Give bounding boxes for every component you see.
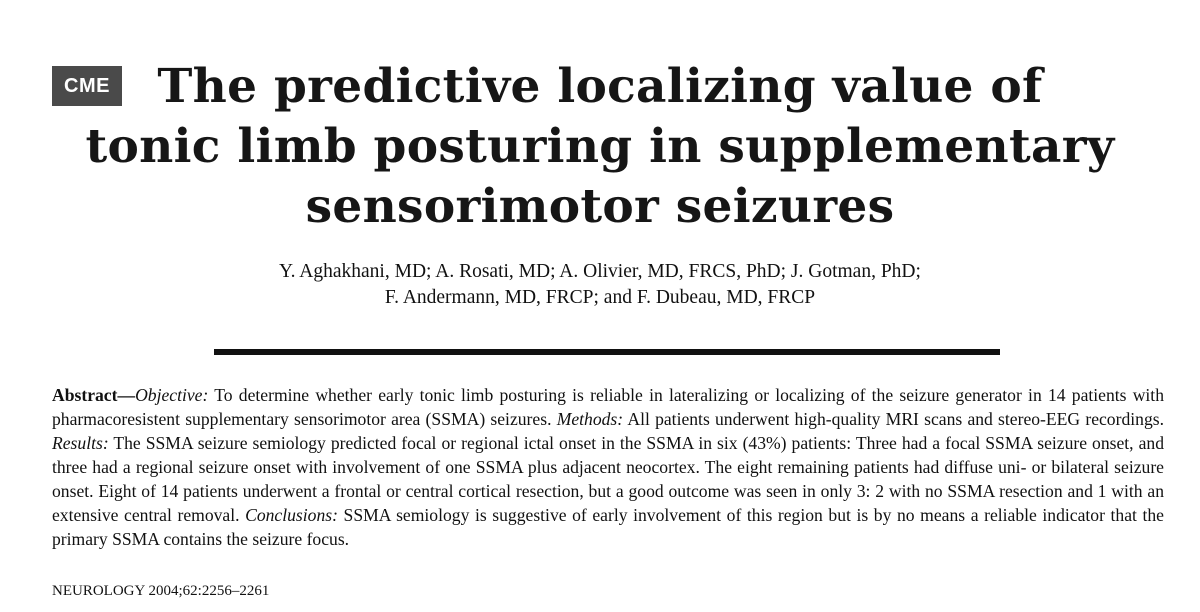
article-title xyxy=(60,57,1140,237)
conclusions-label: Conclusions: xyxy=(245,505,338,525)
conclusions-text: SSMA semiology is suggestive of early involvement of this region but is by no means a reliable indicator that the primary SSMA contains the seizure focus. xyxy=(52,505,1164,549)
methods-label: Methods: xyxy=(556,409,624,429)
title-line: sensorimotor seizures xyxy=(305,179,895,234)
objective-label: Objective: xyxy=(135,385,209,405)
results-label: Results: xyxy=(52,433,109,453)
abstract-paragraph xyxy=(52,383,1164,551)
title-line: The predictive localizing value of xyxy=(157,59,1043,114)
author-line: Y. Aghakhani, MD; A. Rosati, MD; A. Olivier, MD, FRCS, PhD; J. Gotman, PhD; xyxy=(279,261,921,282)
objective-text: To determine whether early tonic limb posturing is reliable in lateralizing or localizing of the seizure generator in 14 patients with pharmacoresistent supplementary sensorimotor area (SSMA) seizures. xyxy=(52,385,1164,429)
title-divider xyxy=(214,349,1000,355)
abstract-label: Abstract— xyxy=(52,385,136,405)
title-line: tonic limb posturing in supplementary xyxy=(85,119,1115,174)
author-list xyxy=(60,259,1140,311)
cme-badge: CME xyxy=(52,66,122,106)
author-line: F. Andermann, MD, FRCP; and F. Dubeau, MD, FRCP xyxy=(384,287,816,308)
journal-citation: NEUROLOGY 2004;62:2256–2261 xyxy=(52,583,270,599)
methods-text: All patients underwent high-quality MRI scans and stereo-EEG recordings. xyxy=(623,409,1164,429)
results-text: The SSMA seizure semiology predicted focal or regional ictal onset in the SSMA in six (43%) patients: Three had a focal SSMA seizure onset, and three had a regional seizure onset with involvement of one SSMA plus adjacent neocortex. The eight remaining patients had diffuse uni- or bilateral seizure onset. Eight of 14 patients underwent a frontal or central cortical resection, but a good outcome was seen in only 3: 2 with no SSMA resection and 1 with an extensive central removal. xyxy=(52,433,1164,525)
